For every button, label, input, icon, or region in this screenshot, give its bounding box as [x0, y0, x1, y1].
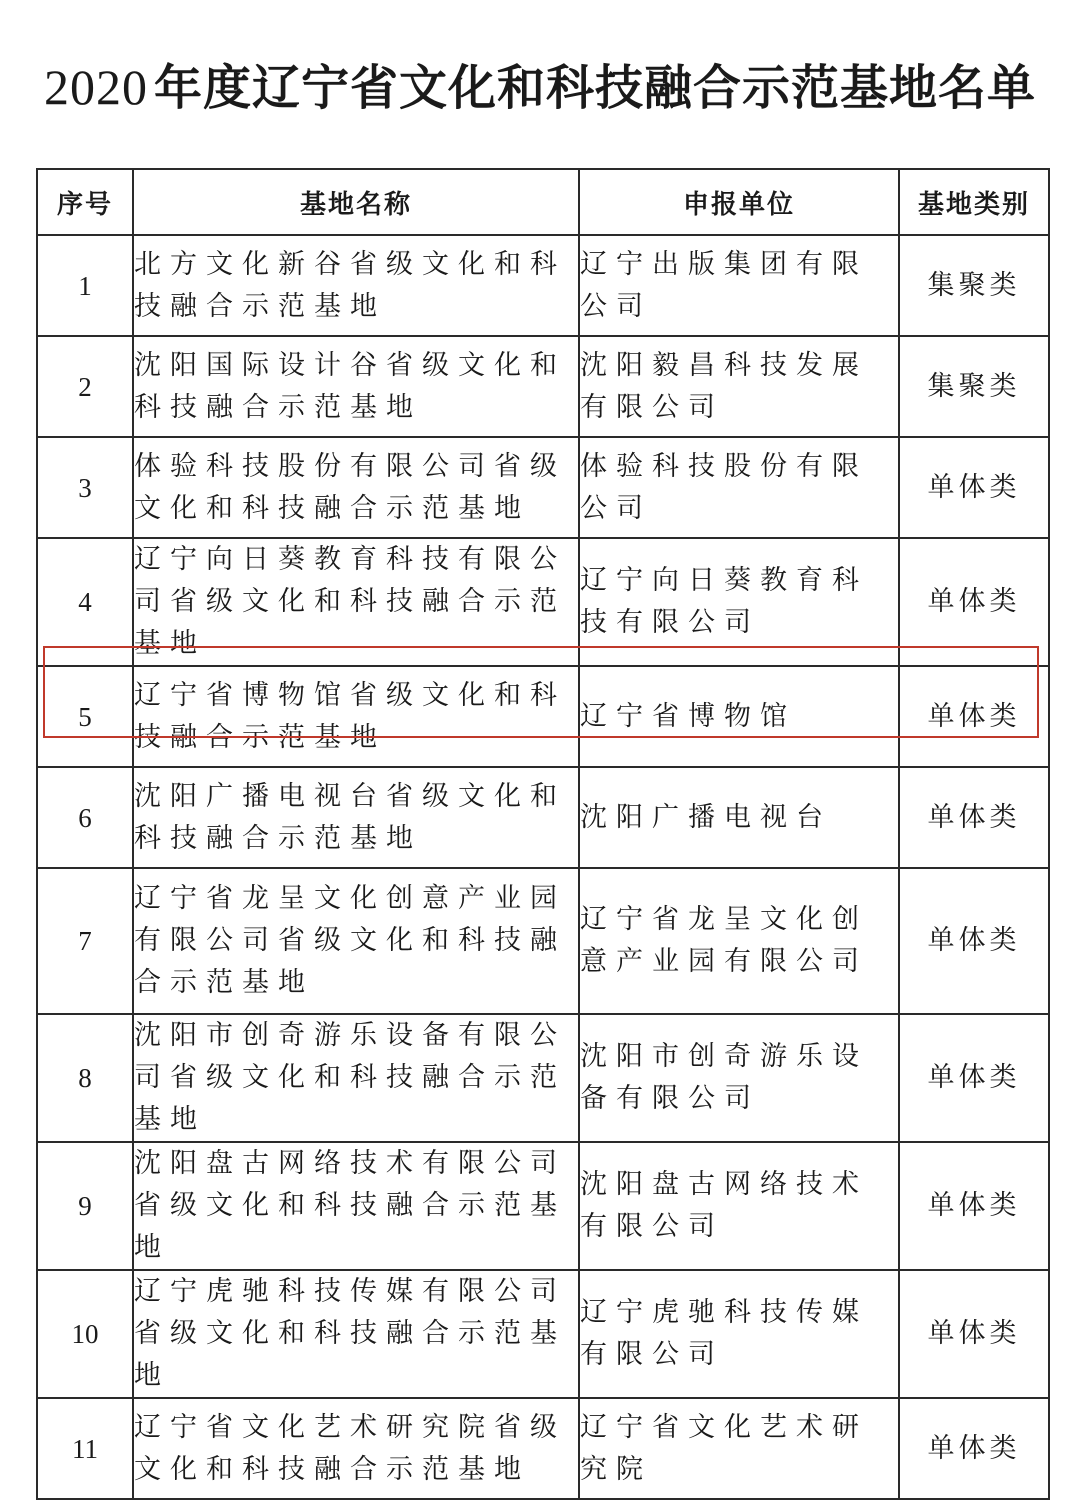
row-num: 11: [37, 1398, 133, 1499]
row-base-name: 沈阳国际设计谷省级文化和科技融合示范基地: [133, 336, 579, 437]
row-category: 集聚类: [899, 336, 1049, 437]
row-base-name: 辽宁省文化艺术研究院省级文化和科技融合示范基地: [133, 1398, 579, 1499]
row-num: 5: [37, 666, 133, 767]
row-num: 6: [37, 767, 133, 868]
header-num: 序号: [37, 169, 133, 235]
table-row: [37, 235, 1049, 336]
row-base-name: 体验科技股份有限公司省级文化和科技融合示范基地: [133, 437, 579, 538]
row-base-name: 沈阳盘古网络技术有限公司省级文化和科技融合示范基地: [133, 1142, 579, 1270]
table-row: [37, 767, 1049, 868]
title-text: 年度辽宁省文化和科技融合示范基地名单: [153, 60, 1036, 116]
row-category: 单体类: [899, 437, 1049, 538]
row-applicant-unit: 辽宁虎驰科技传媒有限公司: [579, 1270, 899, 1398]
row-base-name: 辽宁省龙呈文化创意产业园有限公司省级文化和科技融合示范基地: [133, 868, 579, 1014]
title-year: 2020: [43, 59, 148, 115]
row-applicant-unit: 辽宁向日葵教育科技有限公司: [579, 538, 899, 666]
row-applicant-unit: 沈阳盘古网络技术有限公司: [579, 1142, 899, 1270]
row-applicant-unit: 体验科技股份有限公司: [579, 437, 899, 538]
demonstration-base-table: [36, 168, 1050, 1500]
table-row: [37, 1398, 1049, 1499]
row-category: 单体类: [899, 1142, 1049, 1270]
row-applicant-unit: 辽宁出版集团有限公司: [579, 235, 899, 336]
row-applicant-unit: 辽宁省博物馆: [579, 666, 899, 767]
row-category: 单体类: [899, 1014, 1049, 1142]
row-category: 单体类: [899, 767, 1049, 868]
row-num: 3: [37, 437, 133, 538]
row-applicant-unit: 沈阳广播电视台: [579, 767, 899, 868]
table-row: [37, 868, 1049, 1014]
row-num: 8: [37, 1014, 133, 1142]
page-title: [0, 52, 1080, 123]
header-unit: 申报单位: [579, 169, 899, 235]
row-num: 7: [37, 868, 133, 1014]
table-row: [37, 336, 1049, 437]
row-num: 10: [37, 1270, 133, 1398]
row-category: 单体类: [899, 666, 1049, 767]
header-category: 基地类别: [899, 169, 1049, 235]
header-name: 基地名称: [133, 169, 579, 235]
row-category: 单体类: [899, 1270, 1049, 1398]
row-category: 单体类: [899, 868, 1049, 1014]
row-applicant-unit: 沈阳毅昌科技发展有限公司: [579, 336, 899, 437]
row-base-name: 沈阳广播电视台省级文化和科技融合示范基地: [133, 767, 579, 868]
row-base-name: 辽宁虎驰科技传媒有限公司省级文化和科技融合示范基地: [133, 1270, 579, 1398]
table-row: [37, 1270, 1049, 1398]
table-row-highlighted: [37, 666, 1049, 767]
table-row: [37, 1142, 1049, 1270]
table-row: [37, 538, 1049, 666]
row-category: 单体类: [899, 1398, 1049, 1499]
row-base-name: 辽宁省博物馆省级文化和科技融合示范基地: [133, 666, 579, 767]
row-category: 单体类: [899, 538, 1049, 666]
row-applicant-unit: 辽宁省文化艺术研究院: [579, 1398, 899, 1499]
table-header-row: [37, 169, 1049, 235]
row-base-name: 辽宁向日葵教育科技有限公司省级文化和科技融合示范基地: [133, 538, 579, 666]
row-category: 集聚类: [899, 235, 1049, 336]
table-row: [37, 1014, 1049, 1142]
row-base-name: 沈阳市创奇游乐设备有限公司省级文化和科技融合示范基地: [133, 1014, 579, 1142]
row-base-name: 北方文化新谷省级文化和科技融合示范基地: [133, 235, 579, 336]
row-applicant-unit: 辽宁省龙呈文化创意产业园有限公司: [579, 868, 899, 1014]
row-num: 1: [37, 235, 133, 336]
table-row: [37, 437, 1049, 538]
row-num: 4: [37, 538, 133, 666]
row-applicant-unit: 沈阳市创奇游乐设备有限公司: [579, 1014, 899, 1142]
row-num: 2: [37, 336, 133, 437]
row-num: 9: [37, 1142, 133, 1270]
